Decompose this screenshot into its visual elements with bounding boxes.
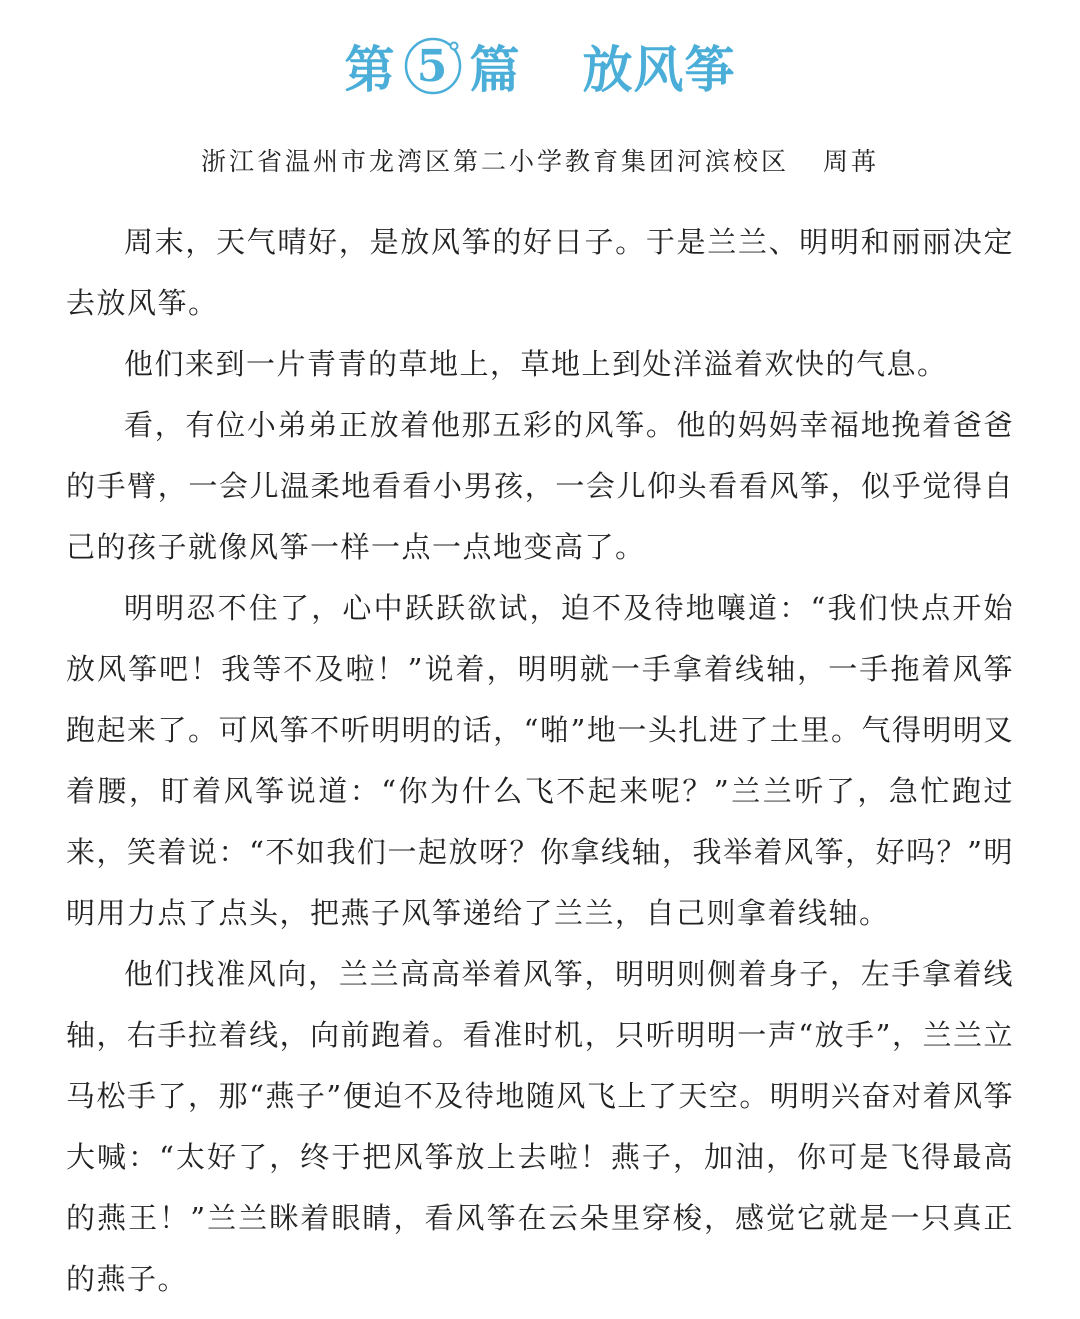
paragraph: 他们来到一片青青的草地上，草地上到处洋溢着欢快的气息。	[124, 347, 948, 381]
paragraph: 明明忍不住了，心中跃跃欲试，迫不及待地嚷道：“我们快点开始放风筝吧！我等不及啦！”说着，明明就一手拿着线轴，一手拖着风筝跑起来了。可风筝不听明明的话，“啪”地一头扎进了土里。气得明明叉着腰，盯着风筝说道：“你为什么飞不起来呢？”兰兰听了，急忙跑过来，笑着说：“不如我们一起放呀？你拿线轴，我举着风筝，好吗？”明明用力点了点头，把燕子风筝递给了兰兰，自己则拿着线轴。	[66, 591, 1014, 930]
byline	[0, 142, 1080, 178]
title-suffix: 篇	[469, 41, 521, 99]
article-body	[66, 212, 1014, 1310]
title-prefix: 第	[344, 41, 396, 99]
paragraph: 他们找准风向，兰兰高高举着风筝，明明则侧着身子，左手拿着线轴，右手拉着线，向前跑着。看准时机，只听明明一声“放手”，兰兰立马松手了，那“燕子”便迫不及待地随风飞上了天空。明明兴奋对着风筝大喊：“太好了，终于把风筝放上去啦！燕子，加油，你可是飞得最高的燕王！”兰兰眯着眼睛，看风筝在云朵里穿梭，感觉它就是一只真正的燕子。	[66, 957, 1014, 1296]
author-name: 周苒	[823, 147, 880, 176]
chapter-number: 5	[416, 40, 449, 92]
author-school: 浙江省温州市龙湾区第二小学教育集团河滨校区	[200, 147, 789, 176]
page-title	[0, 30, 1080, 102]
paragraph: 周末，天气晴好，是放风筝的好日子。于是兰兰、明明和丽丽决定去放风筝。	[66, 225, 1014, 320]
title-text: 放风筝	[582, 41, 736, 99]
chapter-number-badge	[402, 35, 464, 97]
paragraph: 看，有位小弟弟正放着他那五彩的风筝。他的妈妈幸福地挽着爸爸的手臂，一会儿温柔地看看小男孩，一会儿仰头看看风筝，似乎觉得自己的孩子就像风筝一样一点一点地变高了。	[66, 408, 1014, 564]
